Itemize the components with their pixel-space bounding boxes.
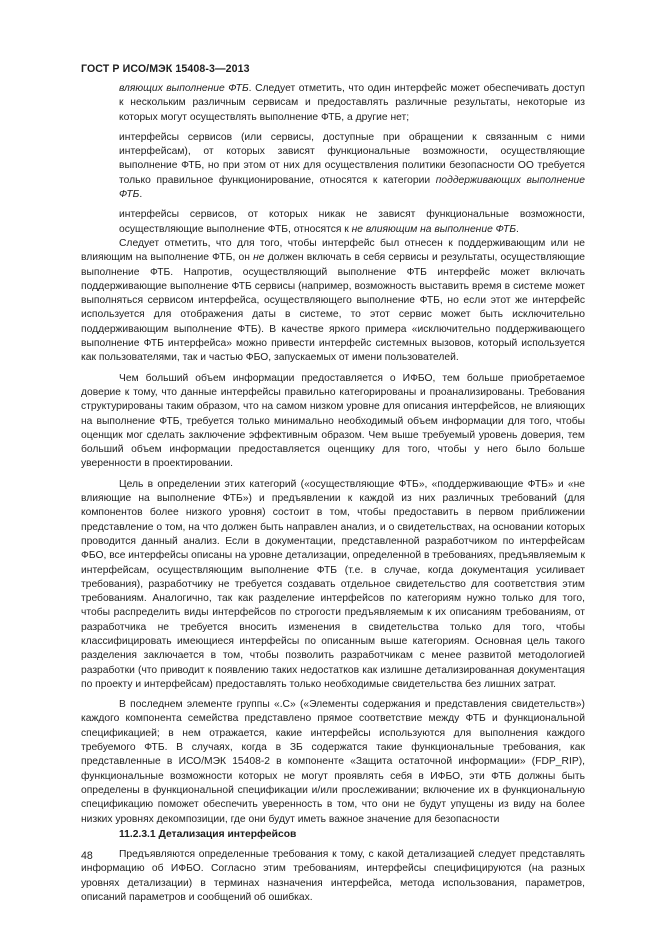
paragraph-information-volume: Чем больший объем информации предоставляется о ИФБО, тем больше приобретаемое доверие к тому, что данные интерфейсы правильно категорированы и проанализированы. Требования структурированы таким образом, что на самом низком уровне для описания интерфейсов, не влияющих на выполнение ФТБ, требуется только минимально необходимый объем информации для того, чтобы оценщик мог сделать заключение эффективным образом. Чем выше требуемый уровень доверия, тем больший объем информации предоставляется оценщику для того, чтобы у него было больше уверенности в проектировании. — [81, 372, 585, 470]
page-content — [81, 82, 585, 905]
list-item-non-interfering: интерфейсы сервисов, от которых никак не зависят функциональные возможности, осуществляющие выполнение ФТБ, относятся к не влияющим на выполнение ФТБ. — [119, 209, 585, 235]
paragraph-detailing: Предъявляются определенные требования к тому, с какой детализацией следует представлять информацию об ИФБО. Согласно этим требованиям, интерфейсы специфицируются (на разных уровнях детализации) в терминах назначения интерфейса, метода использования, параметров, описаний параметров и сообщений об ошибках. — [81, 849, 585, 904]
page-number: 48 — [81, 850, 93, 862]
paragraph-category-purpose: Цель в определении этих категорий («осуществляющие ФТБ», «поддерживающие ФТБ» и «не влияющие на выполнение ФТБ») и предъявлении к каждой из них различных требований (для компонентов более низкого уровня) состоит в том, чтобы предоставить в первом приближении представление о том, на что должен быть направлен анализ, и о свидетельствах, на основании которых проводится данный анализ. Если в документации, представленной разработчиком по интерфейсам ФБО, все интерфейсы описаны на уровне детализации, определенной в требованиях, предъявляемым к интерфейсам, осуществляющим выполнение ФТБ (т.е. в случае, когда документация усиливает требования), разработчику не требуется создавать отдельное свидетельство для соответствия этим требованиям. Аналогично, так как разделение интерфейсов по категориям нужно только для того, чтобы распределить виды интерфейсов по строгости предъявляемым к их описаниям требованиям, от разработчика не требуется вносить изменения в свидетельства только для того, чтобы классифицировать имеющиеся интерфейсы по описанным выше категориям. Основная цель такого разделения заключается в том, чтобы позволить разработчикам с менее развитой методологией разработки (что приводит к появлению таких недостатков как излишне детализированная документация по проекту и интерфейсам) предоставлять только необходимые свидетельства без лишних затрат. — [81, 478, 585, 690]
document-header: ГОСТ Р ИСО/МЭК 15408-3—2013 — [81, 63, 250, 75]
section-heading: 11.2.3.1 Детализация интерфейсов — [119, 828, 297, 840]
paragraph-last-element: В последнем элементе группы «.С» («Элементы содержания и представления свидетельств») каждого компонента семейства представлено прямое соответствие между ФТБ и функциональной спецификацией; в нем отражается, какие интерфейсы используются для выполнения каждого требуемого ФТБ. В случаях, когда в ЗБ содержатся такие функциональные требования, как представленные в ИСО/МЭК 15408-2 в компоненте «Защита остаточной информации» (FDP_RIP), функциональные возможности которых не могут проявлять себя в ИФБО, эти ФТБ должны быть определены в функциональной спецификации и/или прослеживании; включение их в функциональную спецификацию поможет обеспечить уверенность в том, что они не будут упущены из виду на более низких уровнях декомпозиции, где они будут иметь важное значение для безопасности — [81, 699, 585, 825]
paragraph-note: Следует отметить, что для того, чтобы интерфейс был отнесен к поддерживающим или не влияющим на выполнение ФТБ, он не должен включать в себя сервисы и результаты, осуществляющие выполнение ФТБ. Напротив, осуществляющий выполнение ФТБ интерфейс может включать поддерживающие выполнение ФТБ сервисы (например, возможность выставить время в системе может выполняться сервисом интерфейса, осуществляющего выполнение ФТБ, но если этот же интерфейс используется для отображения даты в системе, то этот сервис может быть исключительно поддерживающим выполнение ФТБ). В качестве яркого примера «исключительно поддерживающего выполнение ФТБ интерфейса» можно привести интерфейс системных вызовов, который используется как пользователями, так и частью ФБО, запускаемых от имени пользователей. — [81, 237, 585, 364]
paragraph-continuation: вляющих выполнение ФТБ. Следует отметить, что один интерфейс может обеспечивать доступ к нескольким различным сервисам и предоставлять различные результаты, некоторые из которых могут осуществлять выполнение ФТБ, а другие нет; — [119, 83, 585, 123]
list-item-supporting: интерфейсы сервисов (или сервисы, доступные при обращении к связанным с ними интерфейсам), от которых зависят функциональные возможности, осуществляющие выполнение ФТБ, но при этом от них для осуществления политики безопасности ОО требуется только правильное функционирование, относятся к категории поддерживающих выполнение ФТБ. — [119, 131, 585, 201]
